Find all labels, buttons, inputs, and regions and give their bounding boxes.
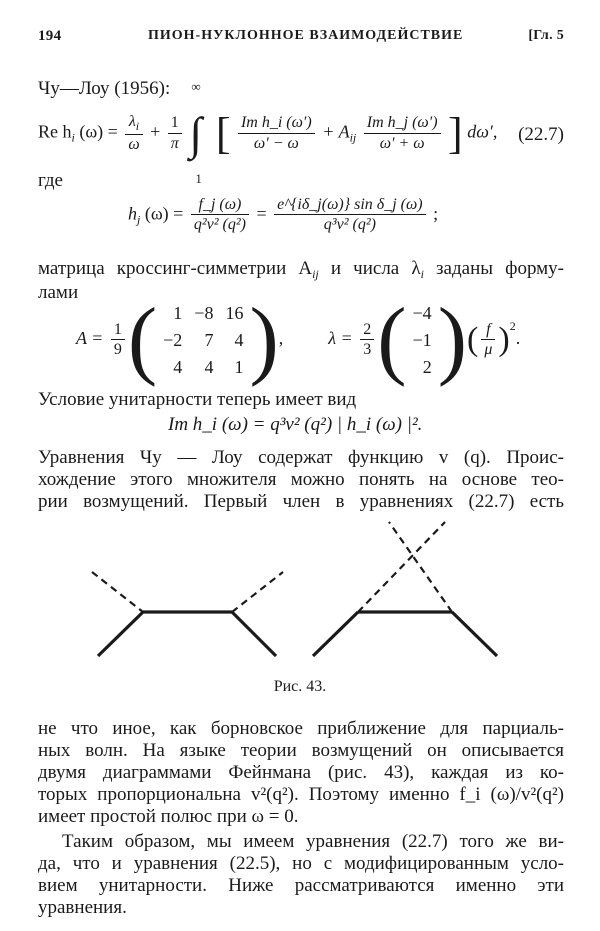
nucleon-line-out-crossed [452, 612, 497, 656]
nucleon-line-in-crossed [313, 612, 358, 656]
crossing-matrix [157, 300, 249, 381]
para3-line: да, что и уравнения (22.5), но с модифицированным усло- [38, 853, 564, 874]
pi-fraction [168, 114, 182, 153]
crossing-text-b: и числа λ [330, 258, 421, 279]
eq-lhs-arg: (ω) = [79, 121, 118, 142]
eq-lhs: Re h [38, 121, 72, 142]
para2-line: имеет простой полюс при ω = 0. [38, 806, 299, 827]
integral-upper: ∞ [191, 78, 201, 94]
hj-lhs-arg: (ω) = [144, 203, 184, 224]
plus-sign: + [150, 121, 161, 142]
hj-f2-num: e^{iδ_j(ω)} sin δ_j (ω) [274, 196, 425, 215]
matrix-cell: 1 [173, 302, 183, 323]
hj-f1-num: f_j (ω) [191, 196, 249, 215]
f2-fraction [364, 114, 441, 153]
eq-lhs-sub: i [71, 130, 75, 145]
page-header [38, 28, 564, 50]
crossing-sub-ij: ij [312, 267, 319, 281]
f1-den: ω′ − ω [253, 134, 299, 152]
running-title: ПИОН-НУКЛОННОЕ ВЗАИМОДЕЙСТВИЕ [148, 28, 464, 43]
integral: ∞ ∫ 1 [189, 78, 202, 186]
vector-cell: −1 [412, 329, 432, 350]
chapter-label: [Гл. 5 [528, 28, 564, 43]
matrix-equation: A = $\frac{1}{9}$ ( 1 −8 16 −2 7 4 4 4 1 ), λ = $\frac{2}{3}$ ( −4 −1 2 )( $\frac{f}{\mu}$ )$^2$. [76, 291, 521, 388]
para2-line: не что иное, как борновское приближение для парциаль- [38, 718, 564, 739]
A-coef-num: 1 [111, 321, 125, 340]
f1-num: Im h_i (ω′) [238, 114, 315, 133]
crossing-text-a: матрица кроссинг-симметрии A [38, 258, 313, 279]
A-label: A = [76, 328, 104, 349]
para2-line: двумя диаграммами Фейнмана (рис. 43), каждая из ко- [38, 762, 564, 783]
meson-line-in [92, 572, 143, 612]
hj-f1 [191, 196, 249, 235]
vector-cell: 2 [422, 356, 432, 377]
para1-line: хождение этого множителя можно понять на основе тео- [38, 469, 564, 490]
hj-f2 [274, 196, 425, 235]
integral-lower: 1 [195, 170, 202, 186]
A-coef [111, 321, 125, 360]
meson-line-out [232, 572, 283, 612]
term1-fraction [125, 113, 142, 154]
crossing-sub-i: i [420, 267, 424, 281]
plus-A: + A [322, 121, 350, 142]
para3-line: вием унитарности. Ниже рассматриваются именно эти [38, 875, 564, 896]
matrix-cell: 4 [204, 356, 214, 377]
f2-den: ω′ + ω [379, 134, 425, 152]
equation-22-7: Re $h_i$ (ω) = $\frac{\lambda_i}{\omega}$ + $\frac{1}{\pi}$ ∞ ∫ 1 [ $\frac{\text{Im h\_i (ω′)}}{\omega' - \omega}$ + $A_{ij}$ $\frac{\text{Im h\_j (ω′)}}{\omega' + \omega}$ ] dω′, [38, 78, 498, 186]
hj-lhs: h [128, 203, 137, 224]
power: 2 [509, 319, 516, 334]
pi-num: 1 [168, 114, 182, 133]
para1-line: Уравнения Чу — Лоу содержат функцию v (q). Проис- [38, 447, 564, 468]
crossing-line-2: лами [38, 282, 79, 303]
lambda-coef-den: 3 [363, 341, 372, 359]
matrix-cell: 4 [234, 329, 244, 350]
meson-line-crossed-b [389, 522, 452, 612]
diagram-left [92, 572, 283, 656]
f2-num: Im h_j (ω′) [364, 114, 441, 133]
vector-cell: −4 [412, 302, 432, 323]
para3-line: уравнения. [38, 897, 127, 918]
term1-num: λ [128, 113, 136, 130]
term1-den: ω [128, 135, 140, 153]
matrix-cell: 7 [204, 329, 214, 350]
intro-line: Чу—Лоу (1956): [38, 78, 171, 99]
A-sub: ij [349, 130, 357, 145]
f-num: f [481, 321, 495, 340]
matrix-cell: −2 [163, 329, 183, 350]
diagram-right [313, 522, 497, 656]
hj-equation [128, 196, 438, 235]
pi-den: π [170, 134, 179, 152]
matrix-end: . [515, 328, 521, 349]
feynman-diagrams [0, 520, 600, 670]
para3-line: Таким образом, мы имеем уравнения (22.7) того же ви- [62, 831, 564, 852]
lambda-vector [407, 300, 438, 381]
A-coef-den: 9 [113, 341, 122, 359]
matrix-cell: 1 [234, 356, 244, 377]
para1-line: рии возмущений. Первый член в уравнениях (22.7) есть [38, 491, 564, 512]
matrix-cell: 16 [225, 302, 244, 323]
lambda-coef-num: 2 [360, 321, 374, 340]
f-over-mu [481, 321, 495, 360]
lambda-label: λ = [328, 328, 353, 349]
matrix-cell: 4 [173, 356, 183, 377]
unitarity-equation: Im h_i (ω) = q³v² (q²) | h_i (ω) |². [168, 414, 423, 435]
equation-number: (22.7) [518, 124, 564, 145]
hj-f2-den: q³v² (q²) [323, 216, 376, 234]
unitarity-text: Условие унитарности теперь имеет вид [38, 389, 357, 410]
crossing-line-1 [38, 258, 564, 282]
para2-line: торых пропорциональна v²(q²). Поэтому именно f_i (ω)/v²(q²) [38, 784, 564, 805]
hj-f1-den: q²v² (q²) [193, 216, 246, 234]
nucleon-line-in [98, 612, 143, 656]
d-omega: dω′, [467, 121, 498, 142]
matrix-comma: , [278, 328, 284, 349]
mu-den: μ [484, 341, 493, 359]
matrix-cell: −8 [194, 302, 214, 323]
figure-caption: Рис. 43. [273, 678, 327, 695]
hj-lhs-sub: j [137, 212, 141, 227]
f1-fraction [238, 114, 315, 153]
hj-equals: = [256, 203, 267, 224]
nucleon-line-out [232, 612, 276, 656]
term1-num-sub: i [135, 119, 140, 133]
lambda-coef [360, 321, 374, 360]
para2-line: ных волн. На языке теории возмущений он описывается [38, 740, 564, 761]
hj-end: ; [433, 203, 439, 224]
where-line: где [38, 170, 63, 191]
page-number: 194 [38, 28, 62, 44]
meson-line-crossed-a [358, 522, 445, 612]
crossing-text-c: заданы форму- [436, 258, 565, 279]
